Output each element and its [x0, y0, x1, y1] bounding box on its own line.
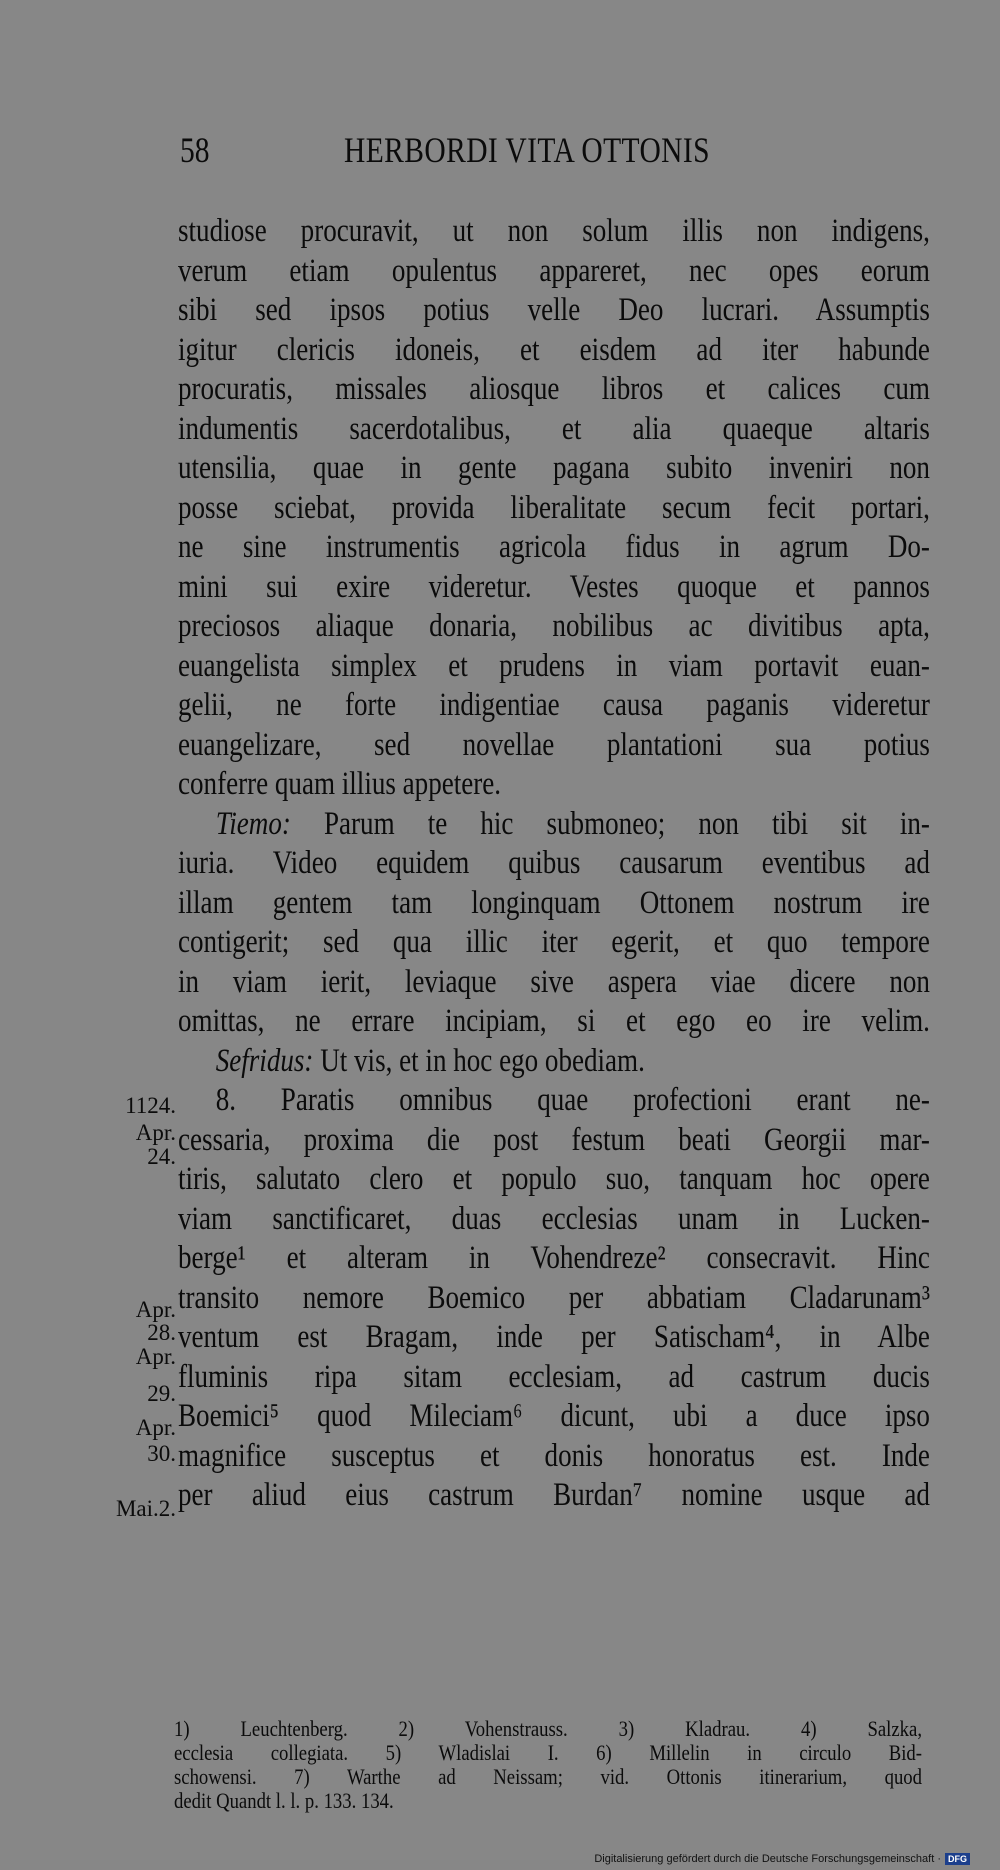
text-line: euangelizare, sed novellae plantationi sua potius: [178, 726, 930, 763]
text-line: tiris, salutato clero et populo suo, tanquam hoc opere: [178, 1161, 930, 1197]
text-line: mini sui exire videretur. Vestes quoque et pannos: [178, 568, 930, 605]
margin-date-year: 1124.: [125, 1093, 176, 1118]
text-line: utensilia, quae in gente pagana subito inveniri non: [178, 450, 930, 486]
text-line: viam sanctificaret, duas ecclesias unam in Lucken-: [178, 1200, 930, 1237]
text-line: cessaria, proxima die post festum beati Georgii mar-: [178, 1121, 930, 1158]
margin-date-month: Apr.: [135, 1415, 176, 1440]
text-line: gelii, ne forte indigentiae causa paganis videretur: [178, 687, 930, 723]
text-line: transito nemore Boemico per abbatiam Cladarunam³: [178, 1279, 930, 1316]
text-line: indumentis sacerdotalibus, et alia quaeque altaris: [178, 410, 930, 447]
text-line: verum etiam opulentus appareret, nec opes eorum: [178, 252, 930, 289]
footnotes: [174, 1717, 922, 1813]
text-line: in viam ierit, leviaque sive aspera viae dicere non: [178, 963, 930, 1000]
text-line: per aliud eius castrum Burdan⁷ nomine usque ad: [178, 1477, 930, 1513]
text-line: posse sciebat, provida liberalitate secum fecit portari,: [178, 489, 930, 526]
margin-date-day: 30.: [147, 1441, 176, 1466]
margin-date-day: 28.: [147, 1320, 176, 1345]
footnote-line: schowensi. 7) Warthe ad Neissam; vid. Ottonis itinerarium, quod: [174, 1764, 922, 1789]
footnote-line: 1) Leuchtenberg. 2) Vohenstrauss. 3) Kladrau. 4) Salzka,: [174, 1716, 922, 1741]
margin-date-month: Apr.: [135, 1344, 176, 1369]
speaker-tiemo: Tiemo:: [215, 805, 291, 842]
text-line: igitur clericis idoneis, et eisdem ad iter habunde: [178, 331, 930, 368]
page-number: 58: [180, 130, 210, 170]
margin-date-month: Apr.: [135, 1120, 176, 1145]
dfg-logo: DFG: [945, 1853, 970, 1865]
text-line: iuria. Video equidem quibus causarum eventibus ad: [178, 845, 930, 881]
main-text: [178, 212, 930, 1516]
margin-date-month: Apr.: [135, 1297, 176, 1322]
text-line: conferre quam illius appetere.: [178, 766, 502, 802]
text-line: magnifice susceptus et donis honoratus est. Inde: [178, 1437, 930, 1474]
footnote-line: ecclesia collegiata. 5) Wladislai I. 6) Millelin in circulo Bid-: [174, 1740, 922, 1765]
text-line: contigerit; sed qua illic iter egerit, et quo tempore: [178, 924, 930, 960]
text-line: Boemici⁵ quod Mileciam⁶ dicunt, ubi a duce ipso: [178, 1398, 930, 1434]
text-line: fluminis ripa sitam ecclesiam, ad castrum ducis: [178, 1358, 930, 1395]
text-line-speaker-tiemo: Tiemo: Parum te hic submoneo; non tibi sit in-: [215, 805, 930, 842]
text-line: berge¹ et alteram in Vohendreze² consecravit. Hinc: [178, 1240, 930, 1276]
running-title: HERBORDI VITA OTTONIS: [344, 130, 710, 170]
margin-date-day: 29.: [147, 1381, 176, 1406]
text-line: studiose procuravit, ut non solum illis non indigens,: [178, 213, 930, 249]
text-line-section-8: 8. Paratis omnibus quae profectioni erant ne-: [215, 1082, 930, 1118]
text-line: preciosos aliaque donaria, nobilibus ac divitibus apta,: [178, 608, 930, 644]
margin-date-may: Mai.2.: [115, 1496, 176, 1521]
text-line: sibi sed ipsos potius velle Deo lucrari. Assumptis: [178, 292, 930, 328]
text-line: procuratis, missales aliosque libros et calices cum: [178, 371, 930, 407]
digitization-notice: [594, 1852, 970, 1866]
speaker-sefridus: Sefridus:: [215, 1042, 314, 1079]
digitization-text: Digitalisierung gefördert durch die Deutsche Forschungsgemeinschaft ·: [594, 1853, 941, 1865]
text-line: omittas, ne errare incipiam, si et ego eo ire velim.: [178, 1003, 930, 1039]
text-line-speaker-sefridus: Sefridus: Ut vis, et in hoc ego obediam.: [215, 1042, 645, 1079]
margin-date-day: 24.: [147, 1144, 176, 1169]
text-line: ventum est Bragam, inde per Satischam⁴, in Albe: [178, 1319, 930, 1355]
text-line: ne sine instrumentis agricola fidus in agrum Do-: [178, 529, 930, 565]
text-line: illam gentem tam longinquam Ottonem nostrum ire: [178, 884, 930, 921]
text-line: euangelista simplex et prudens in viam portavit euan-: [178, 647, 930, 684]
footnote-line: dedit Quandt l. l. p. 133. 134.: [174, 1788, 394, 1813]
